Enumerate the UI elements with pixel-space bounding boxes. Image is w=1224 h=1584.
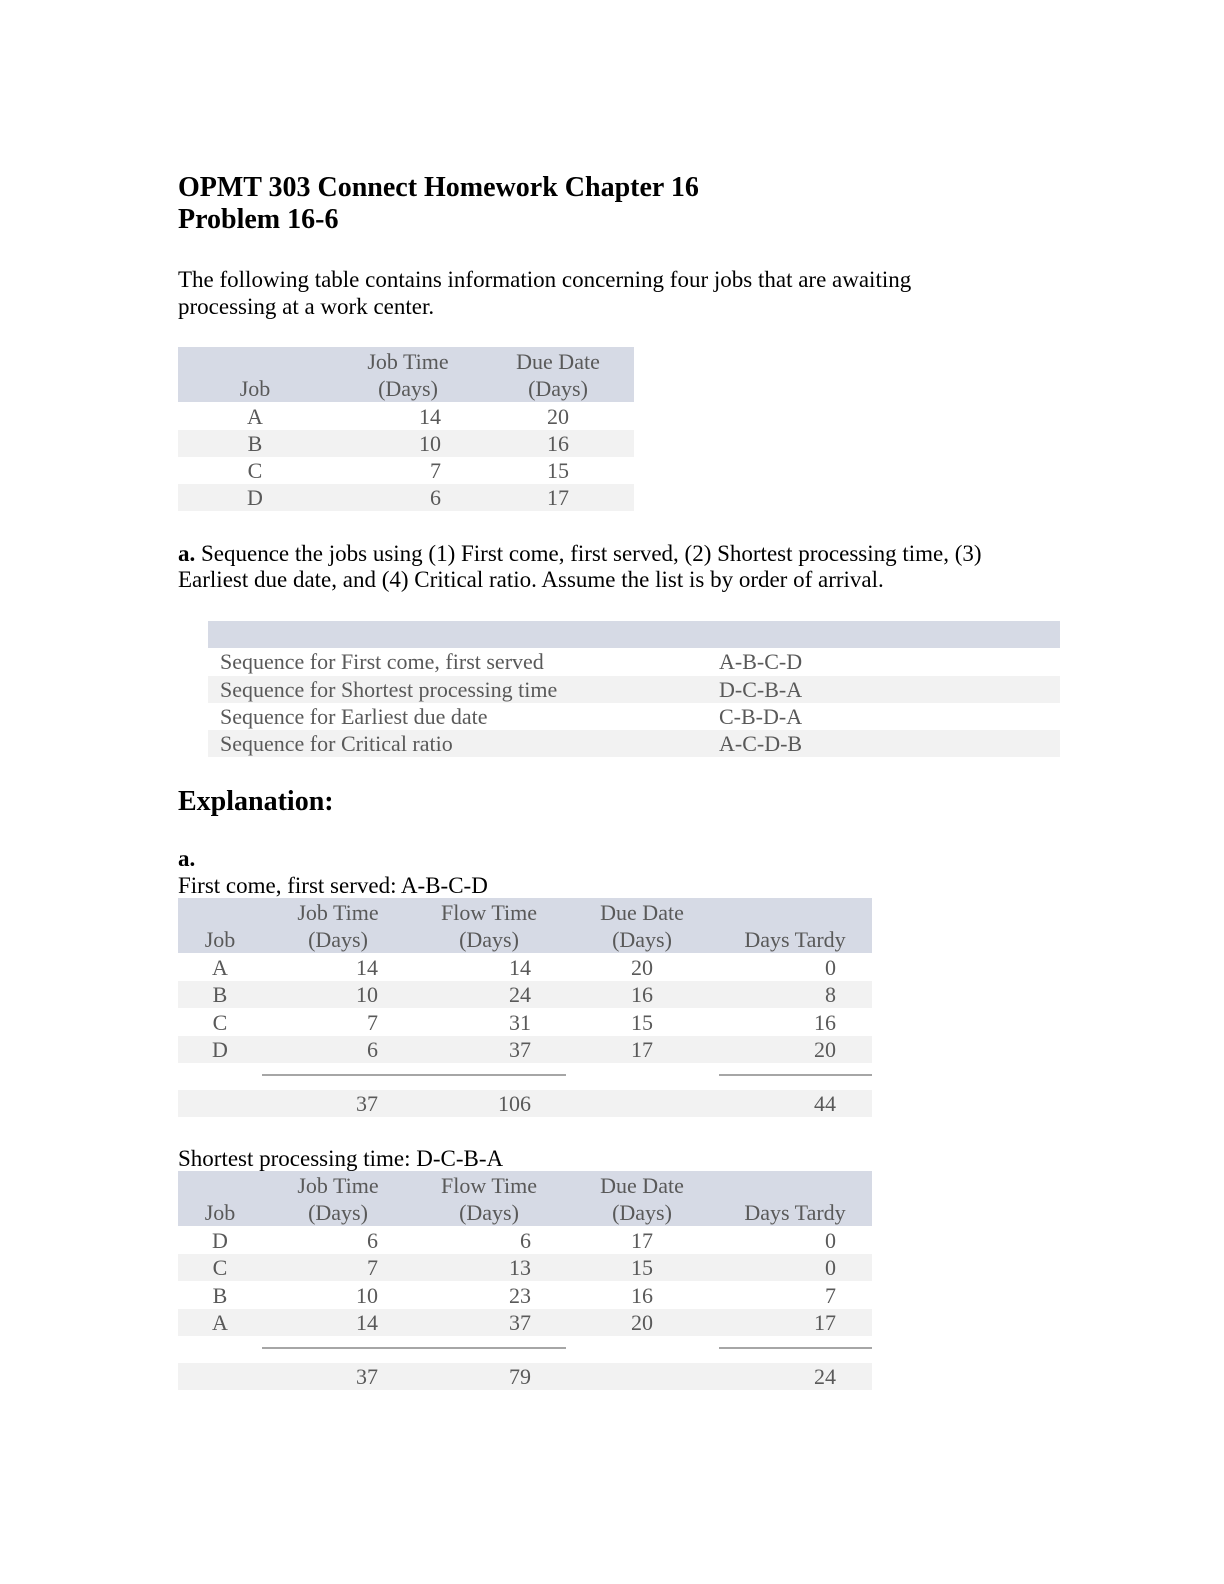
header-due-date: Due Date [600,1173,684,1198]
table-cell-time: 14 [419,404,441,429]
intro-line-2: processing at a work center. [178,294,435,319]
table-cell-job: D [212,1037,228,1062]
header-job: Job [239,376,271,401]
header-job-time-unit: (Days) [378,376,438,401]
table-cell-job: A [247,404,263,429]
table-cell-job: B [212,1283,228,1308]
total-flow: 106 [498,1091,531,1116]
header-job-time: Job Time [297,1173,379,1198]
table-cell-time: 10 [356,1283,378,1308]
sequence-label: Sequence for First come, first served [220,649,544,674]
header-flow-time: Flow Time [441,1173,537,1198]
table-cell-tardy: 8 [825,982,836,1007]
table-cell-flow: 37 [509,1310,531,1335]
explanation-heading: Explanation: [178,786,334,817]
sequence-value: C-B-D-A [719,704,803,729]
header-job-time-unit: (Days) [308,1200,368,1225]
title-line-1: OPMT 303 Connect Homework Chapter 16 [178,172,699,203]
table-cell-time: 7 [430,458,441,483]
table-cell-job: B [247,431,263,456]
table-cell-job: C [212,1010,228,1035]
total-tardy: 44 [814,1091,836,1116]
table-cell-job: A [212,1310,228,1335]
sequence-label: Sequence for Shortest processing time [220,677,558,702]
spt-table [178,1171,872,1391]
table-cell-tardy: 17 [814,1310,836,1335]
spt-caption: Shortest processing time: D-C-B-A [178,1146,504,1171]
table-cell-due: 17 [631,1228,653,1253]
table-cell-tardy: 7 [825,1283,836,1308]
table-cell-time: 6 [367,1037,378,1062]
header-job-time: Job Time [297,900,379,925]
table-cell-due: 20 [547,404,569,429]
table-cell-due: 20 [631,1310,653,1335]
table-cell-due: 15 [631,1010,653,1035]
table-cell-flow: 24 [509,982,531,1007]
table-cell-due: 16 [631,982,653,1007]
table-cell-flow: 23 [509,1283,531,1308]
table-cell-job: C [212,1255,228,1280]
header-days-tardy: Days Tardy [744,927,846,952]
header-job: Job [204,927,236,952]
total-tardy: 24 [814,1364,836,1389]
table-cell-time: 6 [430,485,441,510]
table-cell-time: 7 [367,1010,378,1035]
header-flow-time-unit: (Days) [459,1200,519,1225]
table-cell-tardy: 0 [825,1228,836,1253]
sequence-value: D-C-B-A [719,677,803,702]
total-rule [262,1347,566,1349]
header-due-date-unit: (Days) [528,376,588,401]
table-cell-time: 10 [356,982,378,1007]
table-cell-tardy: 20 [814,1037,836,1062]
table-cell-job: A [212,955,228,980]
intro-line-1: The following table contains information concerning four jobs that are awaiting [178,267,912,292]
sequence-table-header [208,621,1060,648]
table-cell-due: 17 [631,1037,653,1062]
total-time: 37 [356,1091,378,1116]
document-title [178,172,699,236]
header-days-tardy: Days Tardy [744,1200,846,1225]
table-cell-flow: 6 [520,1228,531,1253]
sequence-label: Sequence for Earliest due date [220,704,488,729]
part-a-line-1 [178,540,982,567]
header-flow-time: Flow Time [441,900,537,925]
total-rule [719,1347,872,1349]
header-due-date-unit: (Days) [612,1200,672,1225]
table-cell-time: 6 [367,1228,378,1253]
header-due-date: Due Date [516,349,600,374]
part-a-text: Sequence the jobs using (1) First come, first served, (2) Shortest processing time, (3) [195,541,982,566]
table-cell-due: 20 [631,955,653,980]
header-due-date-unit: (Days) [612,927,672,952]
table-cell-due: 17 [547,485,569,510]
table-cell-job: C [247,458,263,483]
table-cell-due: 15 [547,458,569,483]
sequence-value: A-B-C-D [719,649,803,674]
fcfs-caption: First come, first served: A-B-C-D [178,873,488,898]
table-cell-time: 7 [367,1255,378,1280]
table-cell-flow: 14 [509,955,531,980]
total-flow: 79 [509,1364,531,1389]
title-line-2: Problem 16-6 [178,204,339,235]
fcfs-table [178,898,872,1118]
table-cell-time: 14 [356,1310,378,1335]
table-cell-job: D [247,485,263,510]
table-cell-due: 16 [631,1283,653,1308]
table-cell-tardy: 0 [825,955,836,980]
total-time: 37 [356,1364,378,1389]
header-job: Job [204,1200,236,1225]
part-a-line-2: Earliest due date, and (4) Critical ratio. Assume the list is by order of arrival. [178,567,884,592]
header-job-time: Job Time [367,349,449,374]
header-flow-time-unit: (Days) [459,927,519,952]
table-cell-job: D [212,1228,228,1253]
table-cell-job: B [212,982,228,1007]
table-cell-time: 10 [419,431,441,456]
table-cell-tardy: 16 [814,1010,836,1035]
total-rule [262,1074,566,1076]
jobs-table [178,347,634,511]
sequence-label: Sequence for Critical ratio [220,731,453,756]
header-due-date: Due Date [600,900,684,925]
table-cell-flow: 31 [509,1010,531,1035]
part-a-label: a. [178,541,196,566]
table-cell-flow: 37 [509,1037,531,1062]
explanation-sub-label: a. [178,846,196,871]
table-cell-flow: 13 [509,1255,531,1280]
table-cell-due: 15 [631,1255,653,1280]
sequence-value: A-C-D-B [719,731,803,756]
table-cell-time: 14 [356,955,378,980]
sequence-table [208,621,1060,757]
total-rule [719,1074,872,1076]
table-cell-due: 16 [547,431,569,456]
header-job-time-unit: (Days) [308,927,368,952]
table-cell-tardy: 0 [825,1255,836,1280]
